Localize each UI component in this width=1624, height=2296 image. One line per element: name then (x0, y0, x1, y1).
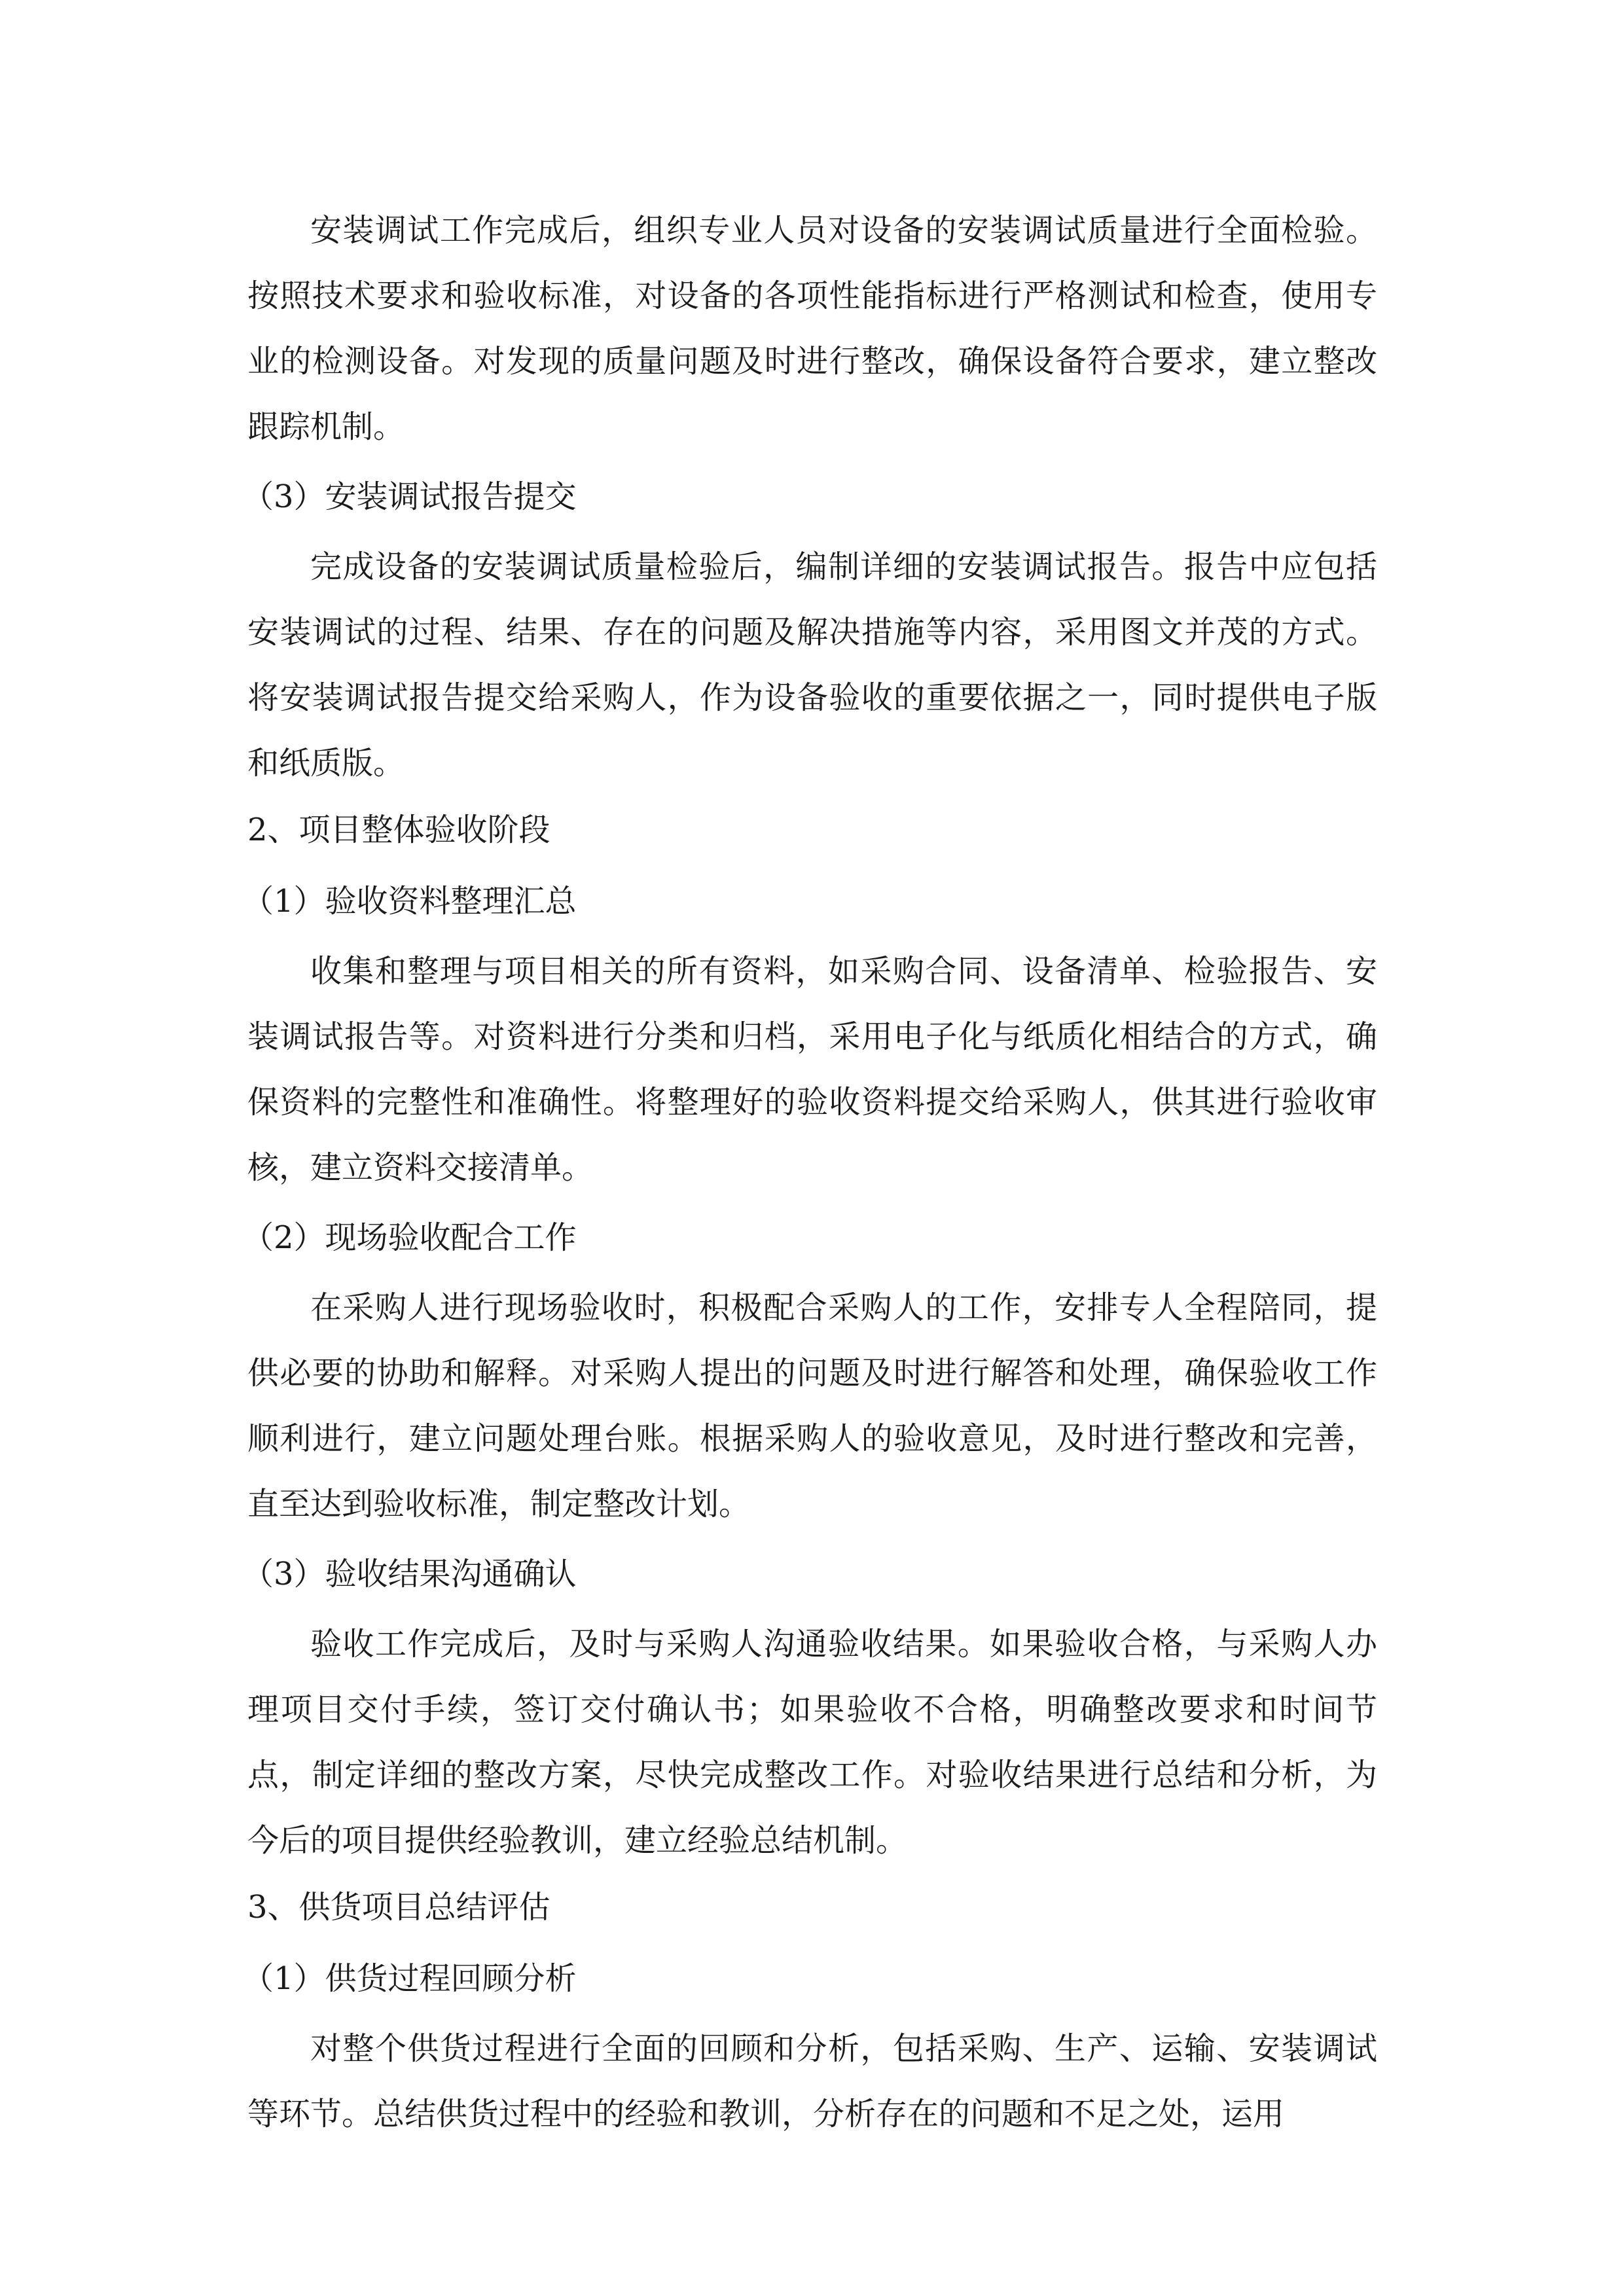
paragraph-installation-report: 完成设备的安装调试质量检验后，编制详细的安装调试报告。报告中应包括安装调试的过程、结果、存在的问题及解决措施等内容，采用图文并茂的方式。将安装调试报告提交给采购人，作为设备验收的重要依据之一，同时提供电子版和纸质版。 (247, 548, 1377, 781)
section-heading-overall-acceptance: 2、项目整体验收阶段 (247, 812, 550, 848)
subheading-process-review: （1）供货过程回顾分析 (242, 1960, 577, 1997)
subheading-acceptance-result: （3）验收结果沟通确认 (242, 1556, 577, 1592)
paragraph-acceptance-result: 验收工作完成后，及时与采购人沟通验收结果。如果验收合格，与采购人办理项目交付手续，签订交付确认书；如果验收不合格，明确整改要求和时间节点，制定详细的整改方案，尽快完成整改工作。对验收结果进行总结和分析，为今后的项目提供经验教训，建立经验总结机制。 (247, 1626, 1377, 1859)
subheading-onsite-acceptance: （2）现场验收配合工作 (242, 1219, 577, 1256)
paragraph-onsite-acceptance: 在采购人进行现场验收时，积极配合采购人的工作，安排专人全程陪同，提供必要的协助和解释。对采购人提出的问题及时进行解答和处理，确保验收工作顺利进行，建立问题处理台账。根据采购人的验收意见，及时进行整改和完善，直至达到验收标准，制定整改计划。 (247, 1289, 1377, 1522)
section-heading-project-summary: 3、供货项目总结评估 (247, 1889, 550, 1926)
document-body (242, 198, 1377, 2147)
paragraph-acceptance-materials: 收集和整理与项目相关的所有资料，如采购合同、设备清单、检验报告、安装调试报告等。对资料进行分类和归档，采用电子化与纸质化相结合的方式，确保资料的完整性和准确性。将整理好的验收资料提交给采购人，供其进行验收审核，建立资料交接清单。 (247, 953, 1377, 1186)
paragraph-process-review: 对整个供货过程进行全面的回顾和分析，包括采购、生产、运输、安装调试等环节。总结供货过程中的经验和教训，分析存在的问题和不足之处，运用 (247, 2030, 1377, 2132)
paragraph-inspection: 安装调试工作完成后，组织专业人员对设备的安装调试质量进行全面检验。按照技术要求和验收标准，对设备的各项性能指标进行严格测试和检查，使用专业的检测设备。对发现的质量问题及时进行整改，确保设备符合要求，建立整改跟踪机制。 (247, 212, 1377, 445)
subheading-acceptance-materials: （1）验收资料整理汇总 (242, 883, 577, 920)
subheading-installation-report: （3）安装调试报告提交 (242, 478, 577, 515)
